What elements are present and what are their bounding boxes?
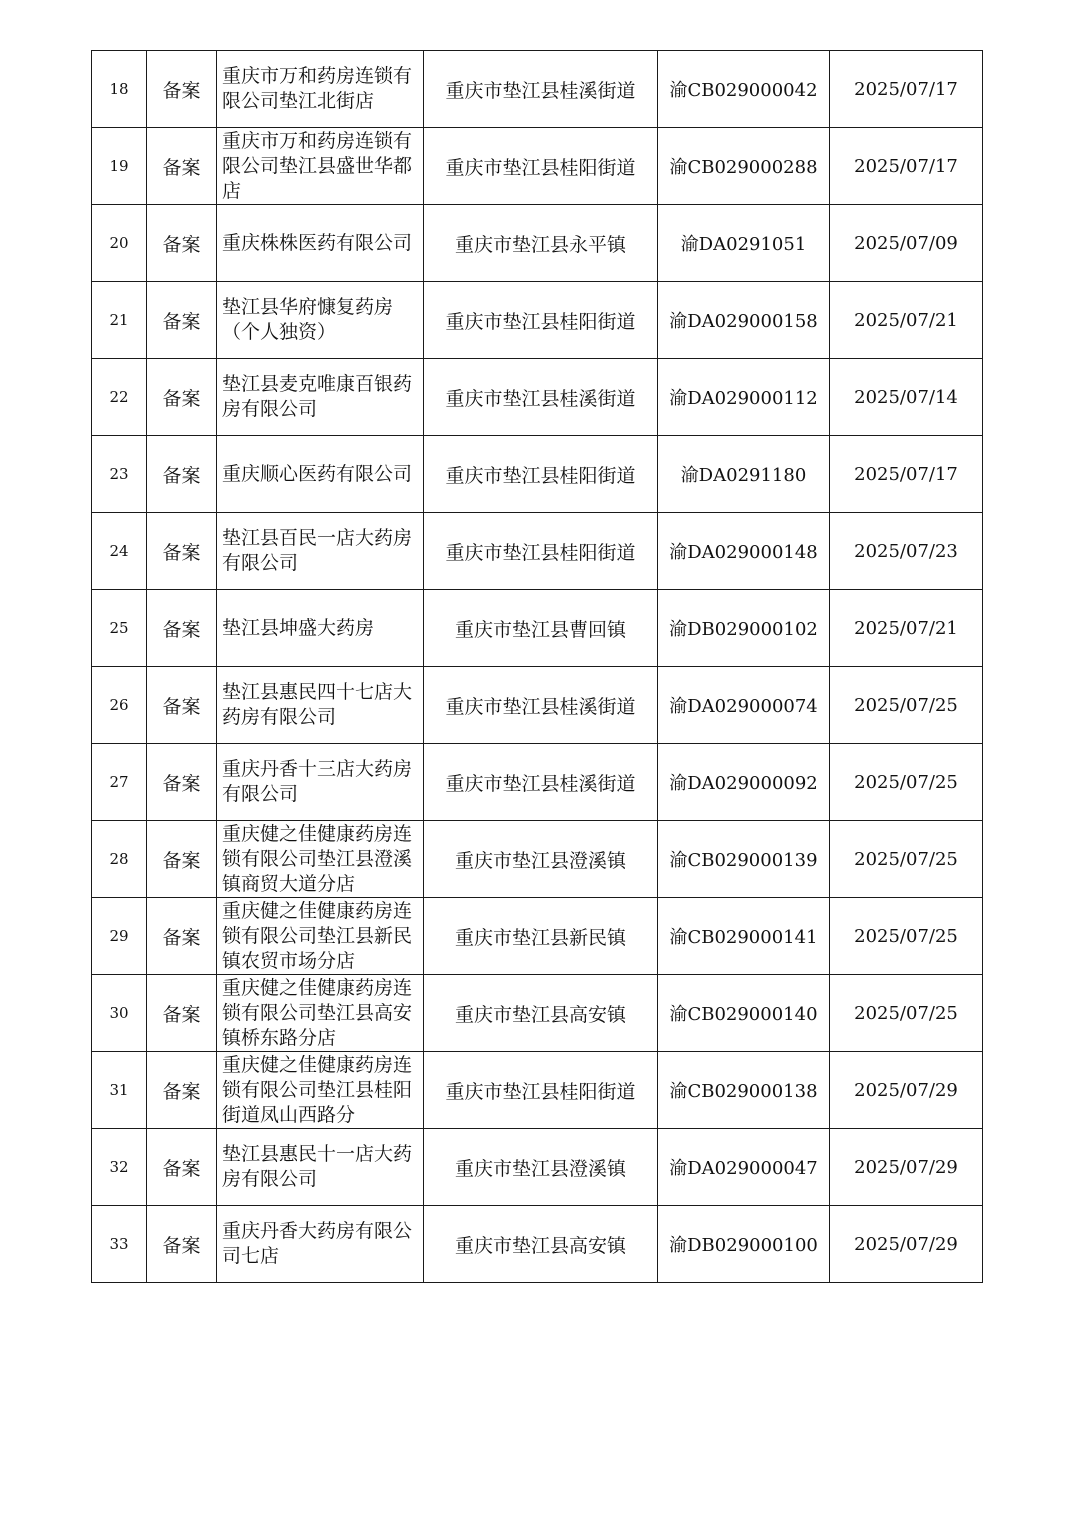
row-number-cell: 27: [92, 744, 147, 821]
license-code-cell: 渝DB029000102: [658, 590, 830, 667]
company-name-cell: [217, 128, 424, 205]
address-cell: 重庆市垫江县桂阳街道: [424, 436, 658, 513]
address-cell: 重庆市垫江县澄溪镇: [424, 1129, 658, 1206]
row-number-cell: 25: [92, 590, 147, 667]
company-name-text: 垫江县坤盛大药房: [222, 616, 375, 639]
row-number-cell: 24: [92, 513, 147, 590]
company-name-text: 重庆株株医药有限公司: [222, 231, 413, 254]
address-cell: 重庆市垫江县永平镇: [424, 205, 658, 282]
row-number-cell: 22: [92, 359, 147, 436]
address-cell: 重庆市垫江县桂阳街道: [424, 1052, 658, 1129]
date-cell: 2025/07/25: [830, 821, 983, 898]
record-type-cell: 备案: [147, 51, 217, 128]
table-row: [92, 821, 983, 898]
address-cell: 重庆市垫江县桂溪街道: [424, 51, 658, 128]
license-code-cell: 渝CB029000141: [658, 898, 830, 975]
row-number-cell: 29: [92, 898, 147, 975]
company-name-text: 重庆丹香大药房有限公司七店: [222, 1220, 413, 1267]
record-type-cell: 备案: [147, 975, 217, 1052]
company-name-cell: [217, 205, 424, 282]
table-row: [92, 744, 983, 821]
company-name-cell: [217, 282, 424, 359]
address-cell: 重庆市垫江县曹回镇: [424, 590, 658, 667]
date-cell: 2025/07/14: [830, 359, 983, 436]
company-name-cell: [217, 436, 424, 513]
document-page: [91, 50, 982, 1283]
company-name-text: 垫江县惠民十一店大药房有限公司: [222, 1143, 413, 1190]
record-type-cell: 备案: [147, 590, 217, 667]
row-number-cell: 28: [92, 821, 147, 898]
record-type-cell: 备案: [147, 436, 217, 513]
row-number-cell: 32: [92, 1129, 147, 1206]
date-cell: 2025/07/25: [830, 667, 983, 744]
table-row: [92, 359, 983, 436]
company-name-text: 重庆健之佳健康药房连锁有限公司垫江县澄溪镇商贸大道分店: [222, 822, 413, 895]
company-name-text: 重庆丹香十三店大药房有限公司: [222, 758, 413, 805]
row-number-cell: 19: [92, 128, 147, 205]
address-cell: 重庆市垫江县高安镇: [424, 1206, 658, 1283]
record-type-cell: 备案: [147, 1129, 217, 1206]
license-code-cell: 渝DA029000158: [658, 282, 830, 359]
record-type-cell: 备案: [147, 128, 217, 205]
company-name-text: 重庆市万和药房连锁有限公司垫江北街店: [222, 65, 413, 112]
license-code-cell: 渝CB029000288: [658, 128, 830, 205]
row-number-cell: 18: [92, 51, 147, 128]
license-code-cell: 渝DA029000092: [658, 744, 830, 821]
row-number-cell: 30: [92, 975, 147, 1052]
company-name-cell: [217, 821, 424, 898]
pharmacy-record-table: [91, 50, 983, 1283]
company-name-cell: [217, 667, 424, 744]
company-name-cell: [217, 51, 424, 128]
address-cell: 重庆市垫江县桂阳街道: [424, 513, 658, 590]
table-row: [92, 1129, 983, 1206]
company-name-text: 重庆顺心医药有限公司: [222, 462, 413, 485]
table-row: [92, 513, 983, 590]
record-type-cell: 备案: [147, 359, 217, 436]
company-name-text: 垫江县华府慷复药房（个人独资）: [222, 296, 394, 343]
company-name-cell: [217, 1206, 424, 1283]
address-cell: 重庆市垫江县桂溪街道: [424, 744, 658, 821]
address-cell: 重庆市垫江县新民镇: [424, 898, 658, 975]
date-cell: 2025/07/09: [830, 205, 983, 282]
record-type-cell: 备案: [147, 1052, 217, 1129]
company-name-text: 垫江县惠民四十七店大药房有限公司: [222, 681, 413, 728]
license-code-cell: 渝DA029000047: [658, 1129, 830, 1206]
table-row: [92, 1052, 983, 1129]
address-cell: 重庆市垫江县桂溪街道: [424, 667, 658, 744]
date-cell: 2025/07/21: [830, 590, 983, 667]
company-name-text: 重庆市万和药房连锁有限公司垫江县盛世华都店: [222, 129, 413, 202]
license-code-cell: 渝DA029000148: [658, 513, 830, 590]
record-type-cell: 备案: [147, 282, 217, 359]
record-type-cell: 备案: [147, 513, 217, 590]
row-number-cell: 20: [92, 205, 147, 282]
table-row: [92, 975, 983, 1052]
table-row: [92, 898, 983, 975]
company-name-text: 重庆健之佳健康药房连锁有限公司垫江县高安镇桥东路分店: [222, 976, 413, 1049]
date-cell: 2025/07/29: [830, 1052, 983, 1129]
date-cell: 2025/07/17: [830, 51, 983, 128]
date-cell: 2025/07/23: [830, 513, 983, 590]
table-row: [92, 1206, 983, 1283]
table-row: [92, 667, 983, 744]
record-type-cell: 备案: [147, 1206, 217, 1283]
company-name-cell: [217, 898, 424, 975]
company-name-text: 重庆健之佳健康药房连锁有限公司垫江县新民镇农贸市场分店: [222, 899, 413, 972]
table-row: [92, 436, 983, 513]
license-code-cell: 渝DA029000112: [658, 359, 830, 436]
date-cell: 2025/07/29: [830, 1206, 983, 1283]
license-code-cell: 渝DA0291180: [658, 436, 830, 513]
company-name-text: 重庆健之佳健康药房连锁有限公司垫江县桂阳街道凤山西路分: [222, 1053, 413, 1126]
license-code-cell: 渝CB029000140: [658, 975, 830, 1052]
date-cell: 2025/07/25: [830, 898, 983, 975]
license-code-cell: 渝CB029000139: [658, 821, 830, 898]
record-type-cell: 备案: [147, 667, 217, 744]
record-type-cell: 备案: [147, 205, 217, 282]
table-row: [92, 128, 983, 205]
date-cell: 2025/07/17: [830, 436, 983, 513]
table-row: [92, 590, 983, 667]
company-name-text: 垫江县麦克唯康百银药房有限公司: [222, 373, 413, 420]
company-name-cell: [217, 513, 424, 590]
company-name-text: 垫江县百民一店大药房有限公司: [222, 527, 413, 574]
address-cell: 重庆市垫江县桂阳街道: [424, 128, 658, 205]
table-body: [92, 51, 983, 1283]
date-cell: 2025/07/17: [830, 128, 983, 205]
date-cell: 2025/07/21: [830, 282, 983, 359]
row-number-cell: 31: [92, 1052, 147, 1129]
license-code-cell: 渝DB029000100: [658, 1206, 830, 1283]
company-name-cell: [217, 744, 424, 821]
record-type-cell: 备案: [147, 898, 217, 975]
date-cell: 2025/07/25: [830, 975, 983, 1052]
date-cell: 2025/07/25: [830, 744, 983, 821]
address-cell: 重庆市垫江县桂阳街道: [424, 282, 658, 359]
row-number-cell: 26: [92, 667, 147, 744]
address-cell: 重庆市垫江县澄溪镇: [424, 821, 658, 898]
license-code-cell: 渝CB029000138: [658, 1052, 830, 1129]
row-number-cell: 23: [92, 436, 147, 513]
table-row: [92, 205, 983, 282]
address-cell: 重庆市垫江县桂溪街道: [424, 359, 658, 436]
company-name-cell: [217, 975, 424, 1052]
company-name-cell: [217, 1052, 424, 1129]
row-number-cell: 21: [92, 282, 147, 359]
table-row: [92, 282, 983, 359]
table-row: [92, 51, 983, 128]
company-name-cell: [217, 359, 424, 436]
record-type-cell: 备案: [147, 744, 217, 821]
company-name-cell: [217, 590, 424, 667]
address-cell: 重庆市垫江县高安镇: [424, 975, 658, 1052]
license-code-cell: 渝DA0291051: [658, 205, 830, 282]
date-cell: 2025/07/29: [830, 1129, 983, 1206]
license-code-cell: 渝CB029000042: [658, 51, 830, 128]
license-code-cell: 渝DA029000074: [658, 667, 830, 744]
record-type-cell: 备案: [147, 821, 217, 898]
row-number-cell: 33: [92, 1206, 147, 1283]
company-name-cell: [217, 1129, 424, 1206]
